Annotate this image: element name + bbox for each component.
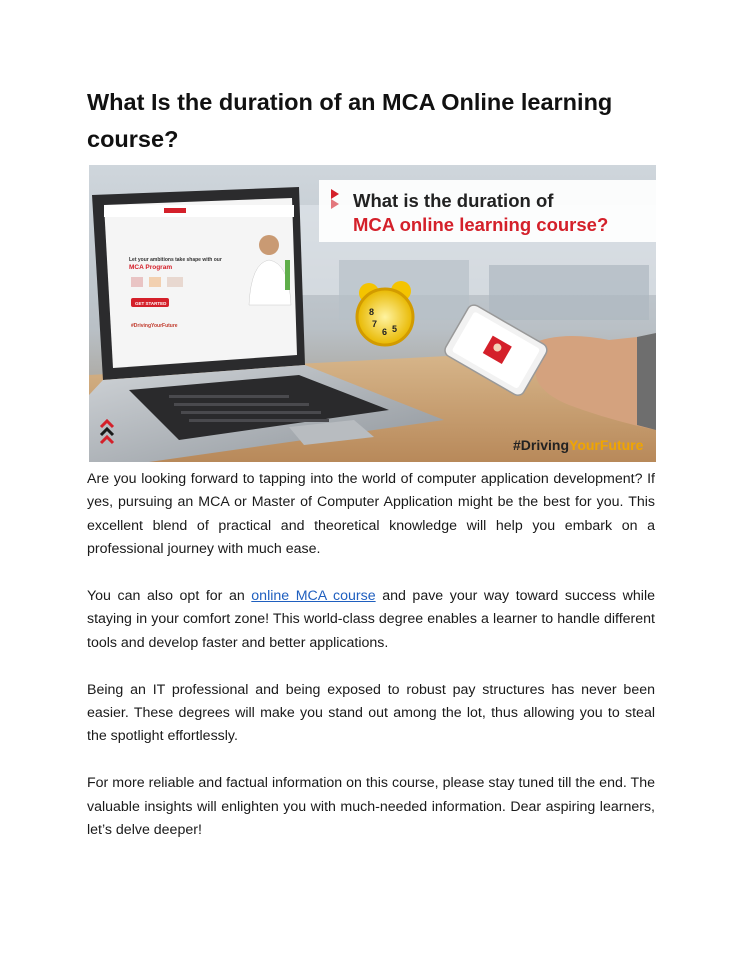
article-title: What Is the duration of an MCA Online learning course? — [87, 89, 613, 152]
screen-tagline-1: Let your ambitions take shape with our — [129, 257, 222, 263]
hero-headline-line1: What is the duration of — [353, 190, 554, 211]
alarm-clock-icon — [357, 281, 413, 345]
article-body — [87, 468, 655, 866]
screen-tagline-2: MCA Program — [129, 264, 173, 271]
svg-text:5: 5 — [392, 324, 398, 334]
hero-image — [89, 165, 656, 462]
paragraph-1: Are you looking forward to tapping into the world of computer application development? If yes, pursuing an MCA or Master of Computer Application might be the best for you. This excellent blend of practical and theoretical knowledge will help you embark on a professional journey with much ease. — [87, 471, 655, 558]
screen-cta: GET STARTED — [135, 301, 167, 306]
svg-text:6: 6 — [382, 327, 388, 337]
hero-headline-line2: MCA online learning course? — [353, 214, 609, 235]
paragraph-4: For more reliable and factual information on this course, please stay tuned till the end. The valuable insights will enlighten you with much-needed information. Dear aspiring learners, let’s delve deeper! — [87, 775, 655, 839]
svg-text:8: 8 — [369, 307, 375, 317]
hero-hashtag: #DrivingYourFuture — [513, 437, 644, 453]
screen-hashtag: #DrivingYourFuture — [131, 323, 178, 329]
paragraph-3: Being an IT professional and being exposed to robust pay structures has never been easier. These degrees will make you stand out among the lot, thus allowing you to steal the spotlight effortlessly. — [87, 681, 655, 745]
paragraph-2: You can also opt for an online MCA course and pave your way toward success while staying in your comfort zone! This world-class degree enables a learner to handle different tools and develop faster and better applications. — [87, 588, 655, 651]
online-mca-course-link[interactable]: online MCA course — [251, 588, 376, 605]
svg-text:7: 7 — [372, 319, 378, 329]
